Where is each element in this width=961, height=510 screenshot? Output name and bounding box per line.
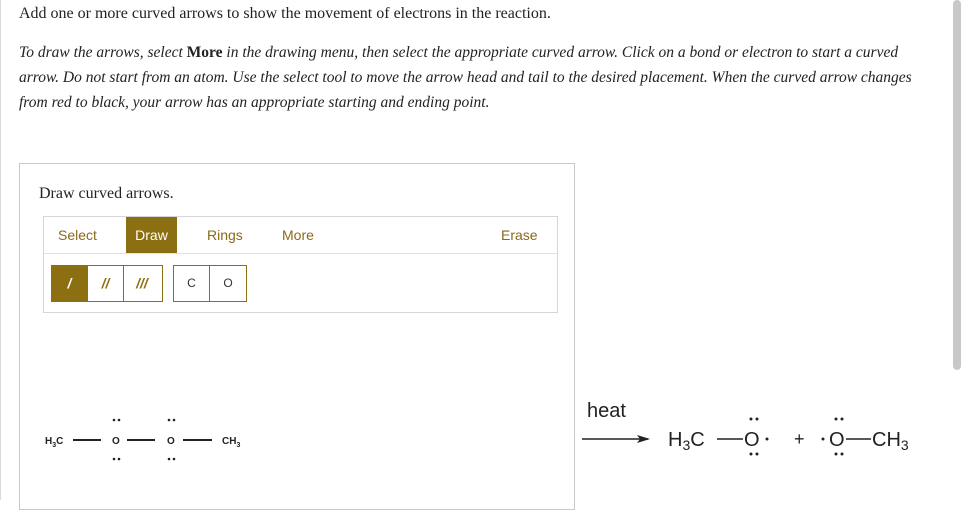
plus-sign: + (794, 429, 805, 449)
reactant-h3c-label: $H_3C$ (45, 436, 64, 449)
carbon-atom-button[interactable]: C (174, 266, 210, 301)
drawing-menu (44, 217, 557, 254)
left-border (0, 0, 1, 500)
panel-title: Draw curved arrows. (39, 185, 174, 202)
product2-ch3-label: $CH_3$ (872, 429, 909, 453)
drawing-toolbar (43, 216, 558, 313)
reaction-scheme (560, 380, 950, 490)
menu-erase[interactable]: Erase (501, 227, 538, 243)
question-title: Add one or more curved arrows to show the movement of electrons in the reaction. (19, 5, 551, 22)
double-bond-button[interactable]: // (88, 266, 124, 301)
menu-more[interactable]: More (282, 227, 314, 243)
instructions-text-1: To draw the arrows, select (19, 44, 187, 61)
page-scrollbar[interactable] (953, 0, 961, 370)
drawing-panel (19, 163, 575, 510)
oxygen-2-label: O (167, 436, 175, 447)
triple-bond-button[interactable]: /// (136, 275, 148, 291)
oxygen-atom-button[interactable]: O (223, 276, 233, 290)
reaction-condition: heat (587, 400, 626, 422)
single-bond-button[interactable]: / (52, 266, 88, 301)
product2-oxygen: O (829, 429, 845, 451)
bond-tool-group (51, 265, 163, 302)
instructions-more-keyword: More (186, 44, 223, 61)
menu-select[interactable]: Select (58, 227, 97, 243)
menu-draw[interactable]: Draw (126, 217, 177, 253)
product1-oxygen: O (744, 429, 760, 451)
menu-rings[interactable]: Rings (207, 227, 243, 243)
reactant-ch3-label: $CH_3$ (222, 436, 241, 449)
atom-tool-group (173, 265, 247, 302)
question-instructions (19, 40, 939, 115)
instructions-text-2: in the drawing menu, then select the appropriate curved arrow. Click on a bond or electron to start a curved arrow. Do not start from an atom. Use the select tool to move the arrow head and tail to the desired placement. When the curved arrow changes from red to black, your arrow has an appropriate starting and ending point. (19, 44, 912, 111)
product1-h3c-label: $H_3C$ (668, 429, 705, 453)
oxygen-1-label: O (112, 436, 120, 447)
